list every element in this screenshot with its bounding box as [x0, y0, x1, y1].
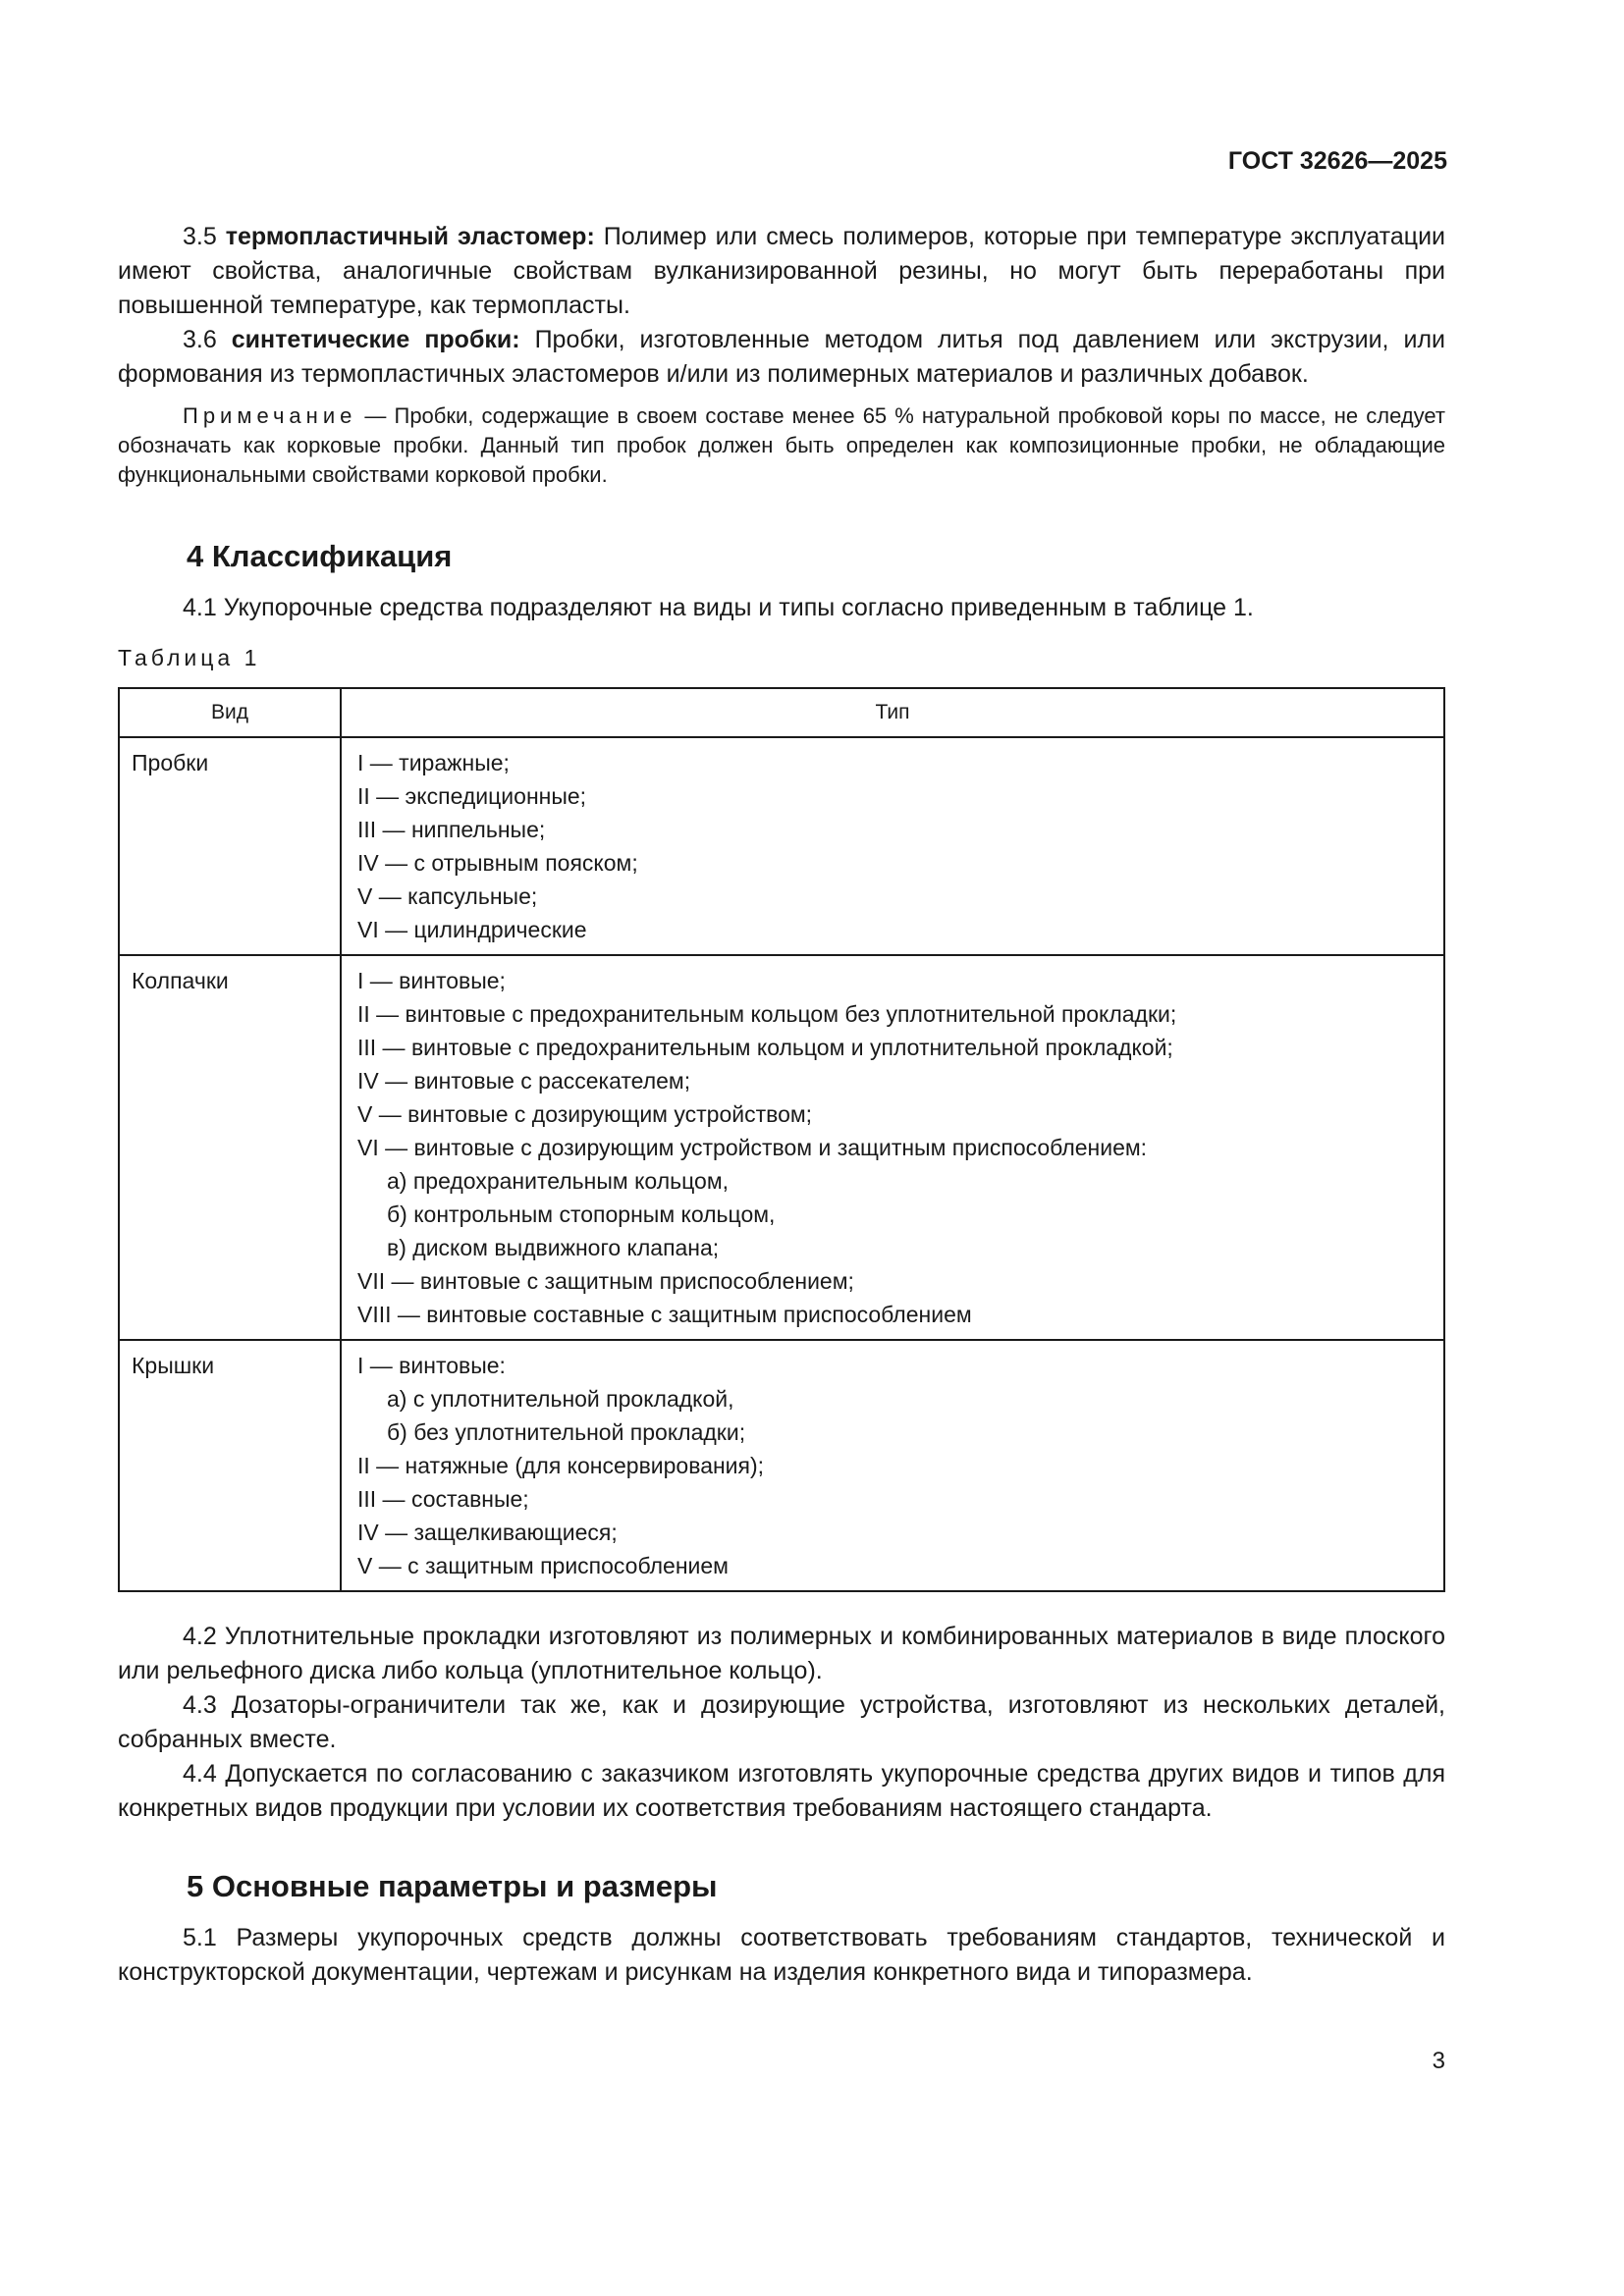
type-item: а) с уплотнительной прокладкой,: [387, 1386, 734, 1412]
type-item: IV — защелкивающиеся;: [357, 1520, 618, 1545]
standard-code: ГОСТ 32626—2025: [1227, 147, 1447, 175]
type-item: VI — цилиндрические: [357, 917, 587, 942]
note-label: Примечание: [183, 403, 357, 428]
type-item: II — натяжные (для консервирования);: [357, 1453, 765, 1478]
term-synthetic-stoppers: синтетические пробки:: [231, 326, 520, 353]
type-item: I — винтовые:: [357, 1353, 506, 1378]
clause-number: 3.6: [183, 326, 232, 353]
clause-number: 3.5: [183, 223, 226, 250]
paragraph-4-4: 4.4 Допускается по согласованию с заказчиком изготовлять укупорочные средства других видов и типов для конкретных видов продукции при условии их соответствия требованиям настоящего стандарта.: [118, 1760, 1445, 1822]
type-item: II — экспедиционные;: [357, 783, 587, 809]
definition-text: Пробки, изготовленные методом литья под давлением или экструзии, или формования из термопластичных эластомеров и/или из полимерных материалов и различных добавок.: [118, 326, 1445, 388]
type-item: VIII — винтовые составные с защитным приспособлением: [357, 1302, 972, 1327]
paragraph-5-1: 5.1 Размеры укупорочных средств должны соответствовать требованиям стандартов, технической и конструкторской документации, чертежам и рисункам на изделия конкретного вида и типоразмера.: [118, 1924, 1445, 1986]
type-item: III — составные;: [357, 1486, 529, 1512]
type-item: I — тиражные;: [357, 750, 510, 775]
type-item: III — ниппельные;: [357, 817, 546, 842]
type-item: в) диском выдвижного клапана;: [387, 1235, 720, 1260]
table-header-row: [119, 688, 1444, 737]
table-row: [119, 1340, 1444, 1591]
type-item: б) без уплотнительной прокладки;: [387, 1419, 746, 1445]
cell-types: [341, 955, 1444, 1340]
type-item: V — капсульные;: [357, 883, 538, 909]
type-item: VI — винтовые с дозирующим устройством и защитным приспособлением:: [357, 1135, 1148, 1160]
type-item: а) предохранительным кольцом,: [387, 1168, 730, 1194]
paragraph-4-1: 4.1 Укупорочные средства подразделяют на виды и типы согласно приведенным в таблице 1.: [183, 594, 1254, 621]
type-item: V — с защитным приспособлением: [357, 1553, 729, 1578]
section-heading-4: 4 Классификация: [187, 539, 453, 573]
definition-text: Полимер или смесь полимеров, которые при температуре эксплуатации имеют свойства, аналогичные свойствам вулканизированной резины, но могут быть переработаны при повышенной температуре, как термопласты.: [118, 223, 1446, 319]
type-item: VII — винтовые с защитным приспособлением;: [357, 1268, 854, 1294]
type-item: I — винтовые;: [357, 968, 506, 993]
cell-types: [341, 737, 1444, 955]
column-header-type: Тип: [341, 688, 1444, 737]
type-item: б) контрольным стопорным кольцом,: [387, 1201, 776, 1227]
type-item: III — винтовые с предохранительным кольцом и уплотнительной прокладкой;: [357, 1035, 1173, 1060]
cell-types: [341, 1340, 1444, 1591]
classification-table: [118, 687, 1445, 1592]
cell-kind: Пробки: [119, 737, 341, 955]
type-item: IV — с отрывным пояском;: [357, 850, 638, 876]
note-text: — Пробки, содержащие в своем составе менее 65 % натуральной пробковой коры по массе, не следует обозначать как корковые пробки. Данный тип пробок должен быть определен как композиционные пробки, не обладающие функциональными свойствами корковой пробки.: [118, 403, 1445, 487]
cell-kind: Крышки: [119, 1340, 341, 1591]
page-content: [118, 220, 1445, 1990]
table-caption: Таблица 1: [118, 645, 261, 670]
section-heading-5: 5 Основные параметры и размеры: [187, 1869, 718, 1903]
paragraph-3-6: [118, 323, 1445, 392]
page-number: 3: [1432, 2048, 1445, 2074]
paragraph-3-5: [118, 220, 1445, 323]
type-item: V — винтовые с дозирующим устройством;: [357, 1101, 813, 1127]
type-item: II — винтовые с предохранительным кольцом без уплотнительной прокладки;: [357, 1001, 1177, 1027]
cell-kind: Колпачки: [119, 955, 341, 1340]
note: [118, 401, 1445, 490]
column-header-kind: Вид: [119, 688, 341, 737]
table-row: [119, 955, 1444, 1340]
table-row: [119, 737, 1444, 955]
type-item: IV — винтовые с рассекателем;: [357, 1068, 691, 1094]
paragraph-4-3: 4.3 Дозаторы-ограничители так же, как и дозирующие устройства, изготовляют из нескольких деталей, собранных вместе.: [118, 1691, 1445, 1753]
term-thermoplastic-elastomer: термопластичный эластомер:: [225, 223, 595, 250]
paragraph-4-2: 4.2 Уплотнительные прокладки изготовляют из полимерных и комбинированных материалов в виде плоского или рельефного диска либо кольца (уплотнительное кольцо).: [118, 1623, 1445, 1684]
